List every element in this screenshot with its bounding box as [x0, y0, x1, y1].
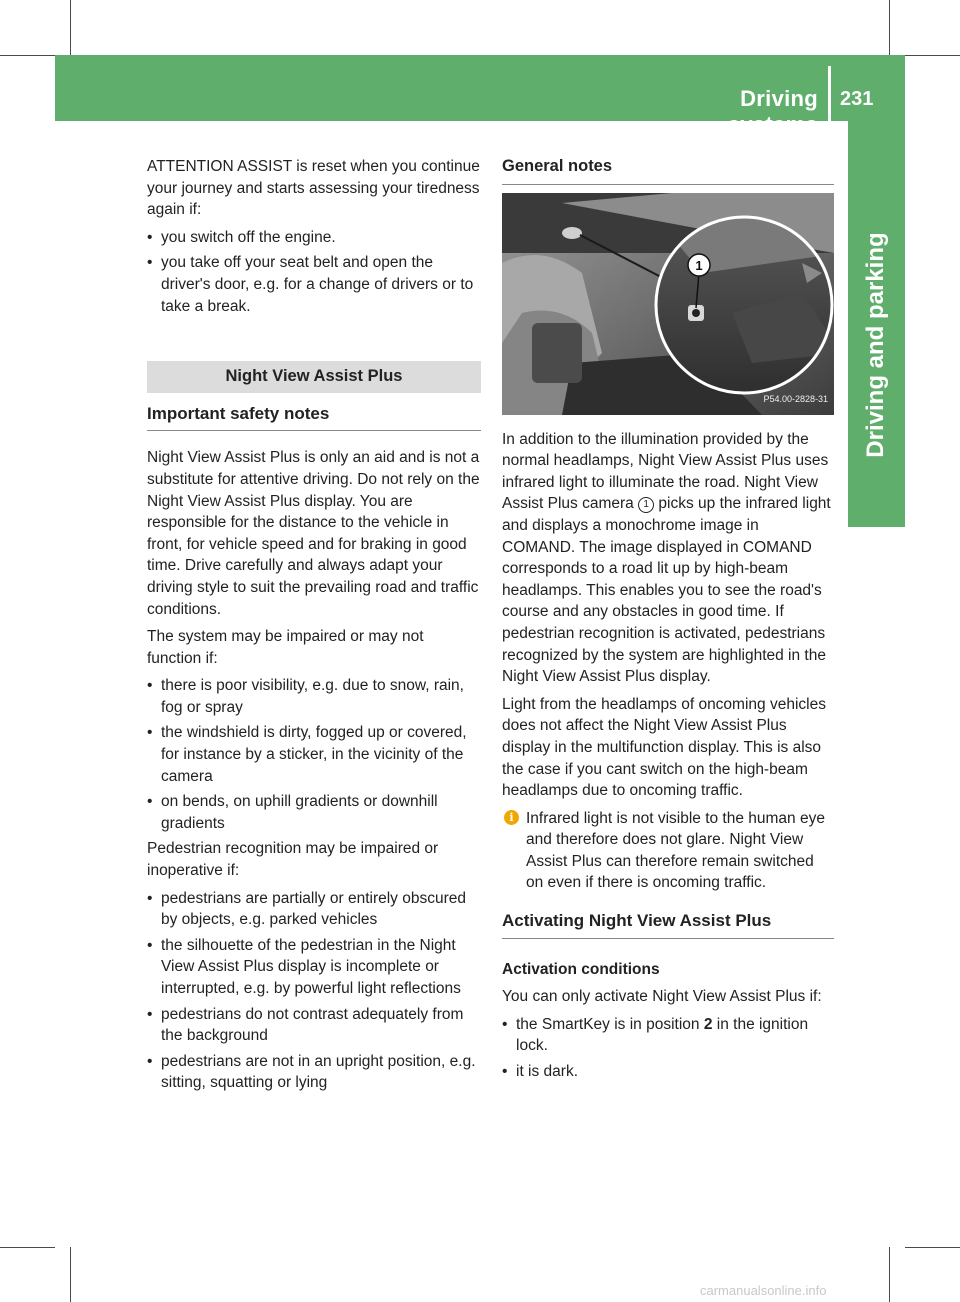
list-item [147, 935, 481, 1000]
list-item-text: the SmartKey is in position [516, 1015, 700, 1033]
info-note [502, 808, 834, 894]
bullet-icon: • [147, 936, 153, 954]
general-notes-paragraph [502, 429, 834, 688]
bullet-icon: • [502, 1063, 508, 1081]
left-column [147, 156, 481, 1098]
list-item-text: on bends, on uphill gradients or downhill gradients [161, 793, 438, 832]
list-item [147, 227, 481, 249]
list-item [147, 888, 481, 931]
page-number: 231 [840, 88, 874, 110]
chapter-marker [848, 485, 905, 527]
photo-callout-number: 1 [695, 257, 703, 273]
crop-mark [0, 55, 55, 56]
header-separator [828, 66, 831, 121]
reset-conditions-list [147, 227, 481, 317]
pedestrian-intro: Pedestrian recognition may be impaired or inoperative if: [147, 840, 439, 880]
list-item-text: it is dark. [516, 1063, 579, 1081]
right-column [502, 156, 834, 1087]
list-item [147, 1004, 481, 1047]
car-interior-illustration [502, 193, 834, 415]
activating-heading: Activating Night View Assist Plus [502, 910, 834, 939]
activation-intro: You can only activate Night View Assist Plus if: [502, 988, 822, 1006]
section-title: Driving systems [727, 86, 818, 137]
list-item-text: pedestrians do not contrast adequately from the background [161, 1005, 464, 1045]
bullet-icon: • [147, 1005, 153, 1023]
crop-mark [889, 1247, 890, 1302]
general-notes-heading: General notes [502, 156, 834, 185]
camera-location-photo [502, 193, 834, 415]
crop-mark [905, 55, 960, 56]
safety-paragraph: Night View Assist Plus is only an aid and is not a substitute for attentive driving. Do not rely on the Night View Assist Plus display. You are responsible for the distance to the vehicle in front, for vehicle speed and for braking in good time. Drive carefully and always adapt your driving style to suit the prevailing road and traffic conditions. [147, 449, 480, 618]
camera-callout-icon: 1 [638, 497, 654, 513]
activation-conditions-subheading: Activation conditions [502, 960, 660, 978]
chapter-side-label-text: Driving and parking [862, 232, 889, 458]
crop-mark [70, 1247, 71, 1302]
crop-mark [0, 1247, 55, 1248]
bullet-icon: • [147, 677, 153, 695]
paragraph-text: picks up the infrared light and displays a monochrome image in COMAND. The image displayed in COMAND corresponds to a road lit up by high-beam headlamps. This enables you to see the road's course and any obstacles in good time. If pedestrian recognition is activated, pedestrians recognized by the system are highlighted in the Night View Assist Plus display. [502, 495, 831, 686]
paragraph-text: In addition to the illumination provided by the normal headlamps, Night View Assist Plus uses infrared light to illuminate the road. Night View Assist Plus camera [502, 430, 829, 513]
bullet-icon: • [147, 254, 153, 272]
crop-mark [905, 1247, 960, 1248]
bullet-icon: • [147, 793, 153, 811]
reset-intro: ATTENTION ASSIST is reset when you continue your journey and starts assessing your tiredness again if: [147, 158, 480, 219]
photo-reference-code: P54.00-2828-31 [763, 394, 828, 404]
bullet-icon: • [147, 1052, 153, 1070]
bullet-icon: • [147, 724, 153, 742]
safety-heading: Important safety notes [147, 403, 481, 432]
pedestrian-list [147, 888, 481, 1094]
list-item [502, 1014, 834, 1057]
list-item [502, 1061, 834, 1083]
list-item-text: in the ignition lock. [516, 1015, 809, 1055]
crop-mark [70, 0, 71, 55]
bullet-icon: • [502, 1015, 508, 1033]
impaired-intro: The system may be impaired or may not function if: [147, 628, 424, 667]
info-icon: i [504, 810, 519, 825]
bullet-icon: • [147, 889, 153, 907]
list-item-text: you switch off the engine. [161, 228, 336, 246]
list-item-text: pedestrians are not in an upright position, e.g. sitting, squatting or lying [161, 1052, 476, 1092]
oncoming-light-paragraph: Light from the headlamps of oncoming vehicles does not affect the Night View Assist Plus display in the multifunction display. This is also the case if you cant switch on the high-beam headlamps due to oncoming traffic. [502, 695, 826, 800]
list-item [147, 252, 481, 317]
crop-mark [889, 0, 890, 55]
list-item-text: pedestrians are partially or entirely obscured by objects, e.g. parked vehicles [161, 889, 466, 929]
list-item-text: the silhouette of the pedestrian in the Night View Assist Plus display is incomplete or interrupted, e.g. by powerful light reflections [161, 936, 461, 997]
list-item [147, 791, 481, 834]
list-item [147, 1051, 481, 1094]
impaired-list [147, 675, 481, 834]
list-item-text: the windshield is dirty, fogged up or covered, for instance by a sticker, in the vicinity of the camera [161, 724, 467, 785]
list-item-text: you take off your seat belt and open the driver's door, e.g. for a change of drivers or to take a break. [161, 254, 474, 315]
list-item [147, 675, 481, 718]
key-position-value: 2 [703, 1015, 713, 1033]
list-item [147, 722, 481, 787]
list-item-text: there is poor visibility, e.g. due to snow, rain, fog or spray [161, 677, 464, 716]
info-text: Infrared light is not visible to the human eye and therefore does not glare. Night View Assist Plus can therefore remain switched on even if there is oncoming traffic. [526, 809, 825, 892]
watermark: carmanualsonline.info [700, 1283, 827, 1298]
section-band-title: Night View Assist Plus [147, 361, 481, 393]
activation-list [502, 1014, 834, 1083]
bullet-icon: • [147, 228, 153, 246]
